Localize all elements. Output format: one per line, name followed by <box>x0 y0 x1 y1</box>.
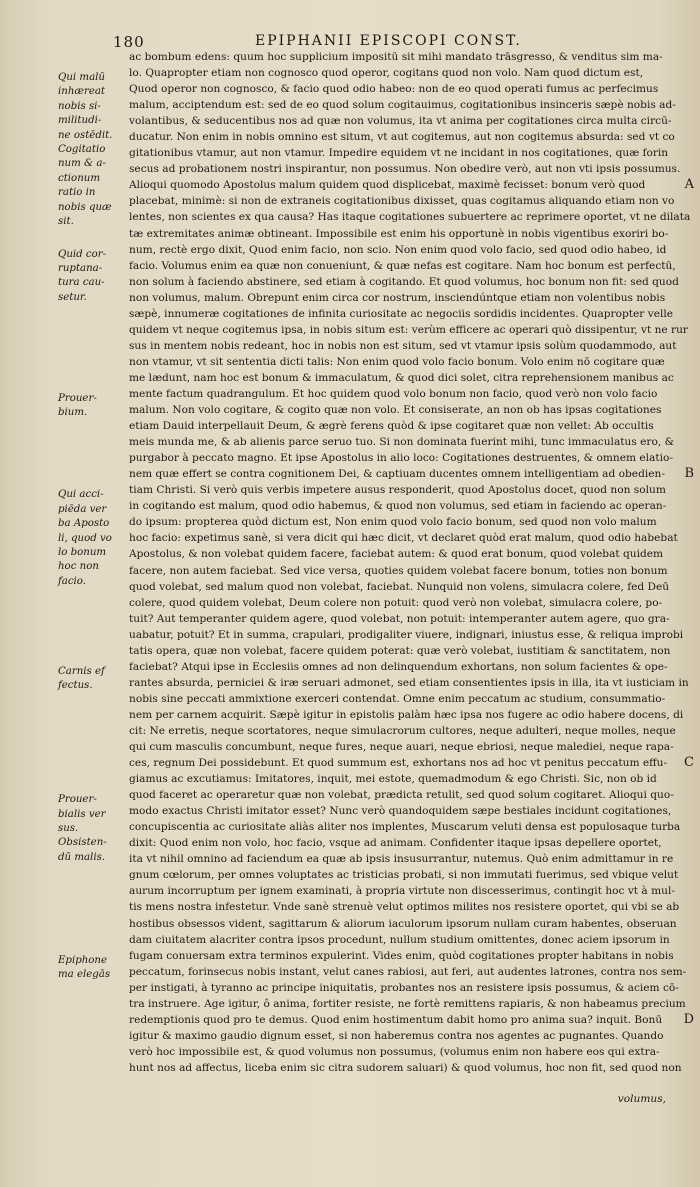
text-line: quod faceret ac operaretur quæ non volebat, prædicta retulit, sed quod solum cogitaret. Alioqui quo- <box>129 789 674 802</box>
text-line: Quod operor non cognosco, & facio quod odio habeo: non de eo quod operati fumus ac perfecimus <box>129 83 659 96</box>
margin-note <box>58 665 105 694</box>
text-line: secus ad probationem nostri inspirantur, non possumus. Non obedire verò, aut non vti ipsis possumus. <box>129 163 681 176</box>
margin-note-line: li, quod vo <box>58 532 112 544</box>
text-line: do ipsum: propterea quòd dictum est, Non enim quod volo facio bonum, sed quod non volo malum <box>129 516 657 529</box>
text-line: lo. Quapropter etiam non cognosco quod operor, cogitans quod non volo. Nam quod dictum est, <box>129 67 644 80</box>
text-line: meis munda me, & ab alienis parce seruo tuo. Si non dominata fuerint mihi, tunc immaculatus ero, & <box>129 436 675 449</box>
margin-note-line: ma elegās <box>58 969 111 981</box>
margin-note-line: num & a- <box>58 158 106 170</box>
margin-note-line: Epiphone <box>58 954 108 966</box>
text-line: colere, quod quidem volebat, Deum colere non potuit: quod verò non volebat, simulacra colere, po- <box>129 596 663 609</box>
text-line: verò hoc impossibile est, & quod volumus non possumus, (volumus enim non habere eos qui extra- <box>129 1045 660 1058</box>
margin-note-line: facio. <box>58 575 87 587</box>
margin-note-line: fectus. <box>58 680 93 692</box>
text-line: tra instruere. Age igitur, ô anima, fortiter resiste, ne fortè remittens rapiaris, & non habeamus precium <box>129 997 686 1010</box>
text-line: giamus ac excutiamus: Imitatores, inquit, mei estote, quemadmodum & ego Christi. Sic, non ob id <box>129 773 657 786</box>
text-line: hostibus obsessos vident, sagittarum & aliorum iaculorum ipsorum nullam curam habentes, obseruan <box>129 917 677 930</box>
margin-note-line: hoc non <box>58 561 99 573</box>
section-letter: D <box>683 1012 694 1027</box>
margin-note-line: Cogitatio <box>58 144 106 156</box>
text-line: gitationibus vtamur, aut non vtamur. Impedire equidem vt ne incidant in nos cogitationes, quæ forin <box>129 147 669 160</box>
text-line: Apostolus, & non volebat quidem facere, faciebat autem: & quod erat bonum, quod volebat quidem <box>129 548 664 561</box>
margin-note-line: sus. <box>58 823 79 835</box>
margin-note-line: dū malis. <box>58 851 106 863</box>
margin-note-line: ba Aposto <box>58 518 110 530</box>
text-line: tæ extremitates animæ obtineant. Impossibile est enim his opportunè in nobis vigentibus exoriri bo- <box>129 227 669 240</box>
text-line: Alioqui quomodo Apostolus malum quidem quod displicebat, maximè fecisset: bonum verò quod <box>129 179 646 192</box>
text-line: aurum incorruptum per ignem examinati, à propria virtute non discesserimus, contingit hoc vt à mul- <box>129 885 675 898</box>
margin-note-line: nobis si- <box>58 100 101 112</box>
text-line: num, rectè ergo dixit, Quod enim facio, non scio. Non enim quod volo facio, sed quod odio habeo, id <box>129 243 667 256</box>
margin-note <box>58 793 107 865</box>
text-line: in cogitando est malum, quod odio habemus, & quod non volumus, sed etiam in faciendo ac operan- <box>129 500 667 513</box>
text-line: ac bombum edens: quum hoc supplicium impositū sit mihi mandato trāsgresso, & venditus sim ma- <box>129 51 663 63</box>
text-line: ducatur. Non enim in nobis omnino est situm, vt aut cogitemus, aut non cogitemus absurda: sed vt co <box>129 131 675 144</box>
text-line: dixit: Quod enim non volo, hoc facio, vsque ad animam. Confidenter itaque ipsas depellere oportet, <box>129 837 662 850</box>
catchword: volumus, <box>617 1093 666 1105</box>
margin-note-line: inhæreat <box>58 86 106 98</box>
margin-note-line: Obsisten- <box>58 837 107 849</box>
text-line: uabatur, potuit? Et in summa, crapulari, prodigaliter viuere, indignari, iniustus esse, & reliqua improbi <box>129 628 684 641</box>
text-line: nobis sine peccati ammixtione exerceri contendat. Omne enim peccatum ac studium, consummatio- <box>129 692 666 705</box>
margin-note-line: lo bonum <box>58 546 107 558</box>
text-line: concupiscentia ac curiositate aliàs aliter nos implentes, Muscarum veluti densa est populosaque turba <box>129 821 681 834</box>
margin-note <box>58 71 112 229</box>
page-number: 180 <box>113 33 145 51</box>
text-line: me lædunt, nam hoc est bonum & immaculatum, & quod dici solet, citra reprehensionem manibus ac <box>129 371 674 384</box>
text-line: non solum à faciendo abstinere, sed etiam à cogitando. Et quod volumus, hoc bonum non fit: sed quod <box>129 275 679 288</box>
text-line: ces, regnum Dei possidebunt. Et quod summum est, exhortans nos ad hoc vt penitus peccatum effu- <box>129 757 668 770</box>
margin-note-line: sit. <box>58 216 74 228</box>
margin-note-line: setur. <box>58 291 87 303</box>
text-line: sæpè, innumeræ cogitationes de infinita curiositate ac negociis sordidis incidentes. Quapropter velle <box>129 307 674 320</box>
text-line: quod volebat, sed malum quod non volebat, faciebat. Nunquid non volens, simulacra colere, fed Deū <box>129 580 670 593</box>
margin-note-line: Qui malū <box>58 72 105 83</box>
text-line: facere, non autem faciebat. Sed vice versa, quoties quidem volebat facere bonum, toties non bonum <box>129 564 668 577</box>
text-line: nem quæ effert se contra cognitionem Dei, & captiuam ducentes omnem intelligentiam ad obedien- <box>129 468 665 481</box>
text-line: ita vt nihil omnino ad faciendum ea quæ ab ipsis insusurrantur, nutemus. Quò enim admittamur in re <box>129 853 674 866</box>
text-line: volantibus, & seducentibus nos ad quæ non volumus, ita vt anima per cogitationes circa multa circū- <box>129 115 672 128</box>
section-letter: A <box>684 177 694 193</box>
text-line: sus in mentem nobis redeant, hoc in nobis non est situm, sed vt vtamur ipsis solùm quodammodo, aut <box>129 339 677 352</box>
margin-note-line: ratio in <box>58 187 96 199</box>
margin-note <box>58 248 106 306</box>
text-line: quidem vt neque cogitemus ipsa, in nobis situm est: verùm efficere ac operari quò dissipentur, vt ne rur <box>129 323 688 336</box>
margin-note-line: Prouer- <box>58 794 97 806</box>
text-line: tatis opera, quæ non volebat, facere quidem poterat: quæ verò volebat, iustitiam & sanctitatem, non <box>129 644 671 657</box>
section-letters <box>682 0 700 1187</box>
margin-note-line: ne ostēdit. <box>58 129 113 141</box>
text-line: cit: Ne erretis, neque scortatores, neque simulacrorum cultores, neque adulteri, neque molles, neque <box>129 724 676 737</box>
margin-note-line: tura cau- <box>58 277 105 289</box>
margin-note <box>58 392 97 421</box>
text-line: redemptionis quod pro te demus. Quod enim hostimentum dabit homo pro anima sua? inquit. Bonū <box>129 1013 663 1026</box>
margin-note-line: Prouer- <box>58 393 97 404</box>
text-line: rantes absurda, perniciei & iræ seruari admonet, sed etiam consentientes ipsis in illa, ita vt iusticiam in <box>129 676 689 689</box>
margin-note-line: militudi- <box>58 115 102 127</box>
margin-note-line: ctionum <box>58 172 100 184</box>
body-text <box>129 49 699 1076</box>
text-line: lentes, non scientes ex qua causa? Has itaque cogitationes subuertere ac reprimere oportet, vt ne dilata <box>129 211 691 224</box>
text-line: qui cum masculis concumbunt, neque fures, neque auari, neque ebriosi, neque malediei, neque rapa- <box>129 741 674 754</box>
margin-note-line: nobis quæ <box>58 201 112 213</box>
section-letter: C <box>684 755 694 771</box>
margin-note-line: ruptana- <box>58 262 103 274</box>
margin-note-line: Carnis ef <box>58 665 105 677</box>
text-line: hunt nos ad affectus, liceba enim sic citra sudorem saluari) & quod volumus, hoc non fit, sed quod non <box>129 1061 682 1074</box>
text-line: nem per carnem acquirit. Sæpè igitur in epistolis palàm hæc ipsa nos fugere ac odio habere docens, di <box>129 708 684 721</box>
margin-note-line: Qui acci- <box>58 489 104 501</box>
text-line: per instigati, à tyranno ac principe iniquitatis, probantes nos an resistere ipsis possumus, & aciem cō- <box>129 981 679 994</box>
running-head: EPIPHANII EPISCOPI CONST. <box>255 33 522 49</box>
text-line: non vtamur, vt sit sententia dicti talis: Non enim quod volo facio bonum. Volo enim nō cogitare quæ <box>129 355 665 368</box>
text-line: mente factum quadrangulum. Et hoc quidem quod volo bonum non facio, quod verò non volo facio <box>129 387 658 400</box>
text-line: igitur & maximo gaudio dignum esset, si non haberemus contra nos agentes ac pugnantes. Quando <box>129 1029 664 1042</box>
text-line: dam ciuitatem alacriter contra ipsos procedunt, nullum studium omittentes, donec aciem ipsorum in <box>129 933 670 946</box>
text-line: tiam Christi. Si verò quis verbis impetere ausus responderit, quod Apostolus docet, quod non solum <box>129 484 666 497</box>
margin-note-line: piēda ver <box>58 503 107 515</box>
margin-note-line: Quid cor- <box>58 248 107 260</box>
text-line: hoc facio: expetimus sanè, si vera dicit qui hæc dicit, vt declaret quòd erat malum, quod odio habebat <box>129 532 678 545</box>
text-line: purgabor à peccato magno. Et ipse Apostolus in alio loco: Cogitationes destruentes, & omnem elatio- <box>129 452 673 465</box>
text-line: placebat, minimè: si non de extraneis cogitationibus dixisset, quas cogitamus aliquando etiam non vo <box>129 195 675 208</box>
text-line: fugam conuersam extra terminos expulerint. Vides enim, quòd cogitationes propter habitans in nobis <box>129 949 674 962</box>
text-line: modo exactus Christi imitator esset? Nunc verò quandoquidem sæpe bestiales incidunt cogitationes, <box>129 805 672 818</box>
text-line: malum. Non volo cogitare, & cogito quæ non volo. Et consiserate, an non ob has ipsas cogitationes <box>129 404 662 417</box>
margin-note <box>58 488 112 589</box>
text-line: tuit? Aut temperanter quidem agere, quod volebat, non potuit: intemperanter autem agere, quo gra- <box>129 612 670 625</box>
text-line: tis mens nostra infestetur. Vnde sanè strenuè velut optimos milites nos resistere oportet, qui vbi se ab <box>129 901 680 914</box>
margin-note-line: bium. <box>58 407 88 419</box>
section-letter: B <box>684 466 694 482</box>
text-line: malum, acciptendum est: sed de eo quod solum cogitauimus, cogitationibus insinceris sæpè nobis ad- <box>129 99 676 112</box>
text-line: facio. Volumus enim ea quæ non conueniunt, & quæ nefas est cogitare. Nam hoc bonum est perfectū, <box>129 259 676 272</box>
text-line: non volumus, malum. Obrepunt enim circa cor nostrum, insciendúntque etiam non volentibus nobis <box>129 291 666 304</box>
margin-note <box>58 954 110 983</box>
text-line: faciebat? Atqui ipse in Ecclesiis omnes ad non delinquendum exhortans, non solum facientes & ope- <box>129 660 668 673</box>
text-line: gnum cœlorum, per omnes voluptates ac tristicias probati, si non immutati fuerimus, sed vbique velut <box>129 869 679 882</box>
text-line: etiam Dauid interpellauit Deum, & ægrè ferens quòd & ipse cogitaret quæ non vellet: Ab occultis <box>129 420 654 433</box>
text-line: peccatum, forinsecus nobis instant, velut canes rabiosi, aut feri, aut audentes latrones, contra nos sem- <box>129 965 687 978</box>
margin-note-line: bialis ver <box>58 808 106 820</box>
